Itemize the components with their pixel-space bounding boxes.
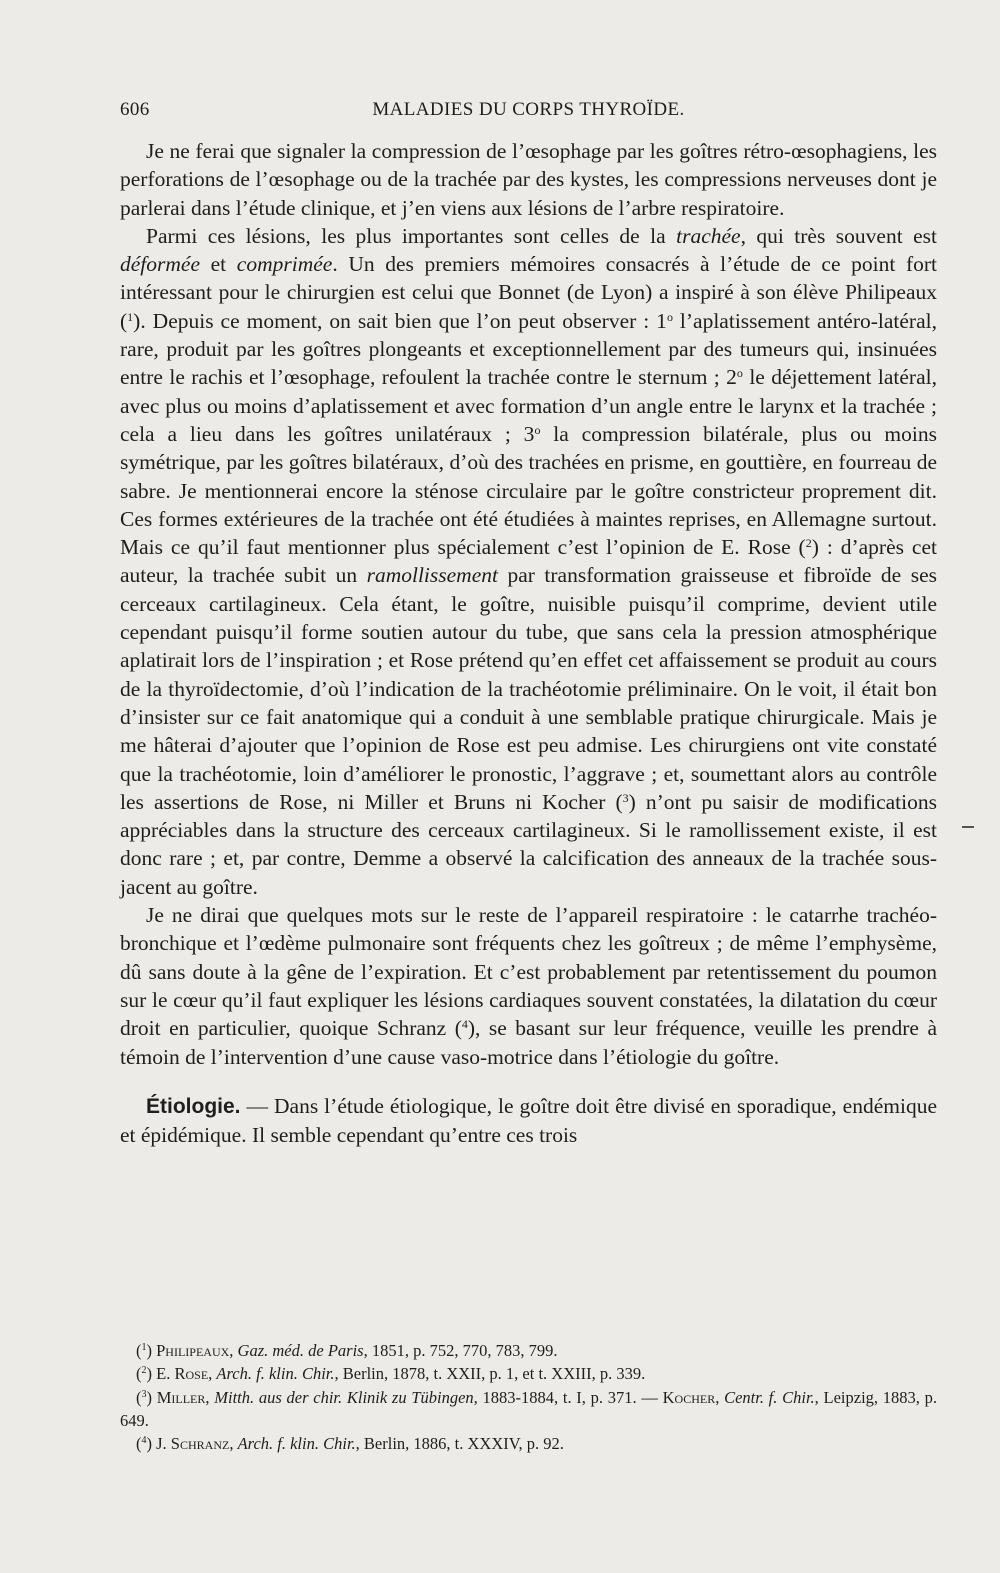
text-run: , [229,1341,238,1360]
footnote-3: ($^3$) Miller, Mitth. aus der chir. Klinik zu Tübingen, 1883-1884, t. I, p. 371. — Kocher, Centr. f. Chir., Leipzig, 1883, p. 649. [120,1387,938,1430]
page-number: 606 [120,99,150,120]
ordinal-mark: o [534,422,541,437]
footnote-source: Mitth. aus der chir. Klinik zu Tübingen [214,1387,474,1407]
section-heading: Étiologie. [146,1094,241,1118]
text-run: Je ne dirai que quelques mots sur le reste de l’appareil respiratoire : le catarrhe trachéo-bronchique et l’œdème pulmonaire sont fréquents chez les goîtreux ; de même l’emphysème, dû sans doute à la gêne de l’expiration. Et c’est probablement par retentissement du poumon sur le cœur qu’il faut expliquer les lésions cardiaques souvent constatées, la dilatation du cœur droit en particulier, quoique Schranz ( [120,903,937,1041]
italic-term: ramollissement [366,563,498,588]
text-run: le déjettement latéral, avec plus ou moins d’aplatissement et avec formation d’un angle entre le larynx et la trachée ; cela a lieu dans les goîtres unilatéraux ; 3 [120,365,937,446]
footnote-mark: 4 [141,1435,147,1447]
footnote-author: Kocher [662,1387,716,1407]
paragraph-respiratory [120,901,937,1071]
body-text [120,137,937,1149]
footnote-ref: 1 [127,309,134,324]
text-run: , qui très souvent est [740,223,937,248]
footnote-1: ($^1$) Philipeaux, Gaz. méd. de Paris, 1851, p. 752, 770, 783, 799. [136,1341,558,1360]
text-run: — Dans l’étude étiologique, le goître doit être divisé en sporadique, endémique et épidémique. Il semble cependant qu’entre ces trois [120,1093,937,1148]
text-run: , [229,1434,238,1454]
footnote-author: Philipeaux [156,1341,230,1360]
text-run: , [205,1387,215,1407]
footnote-2: ($^2$) E. Rose, Arch. f. klin. Chir., Berlin, 1878, t. XXII, p. 1, et t. XXIII, p. 339. [136,1364,646,1384]
footnote-source: Gaz. méd. de Paris [237,1341,364,1360]
paragraph-trachea [120,222,937,901]
text-run: l’aplatissement antéro-latéral, rare, produit par les goîtres plongeants et exceptionnellement par des tumeurs qui, insinuées entre le rachis et l’œsophage, refoulent la trachée contre le sternum ; 2 [120,308,937,390]
italic-term: trachée [676,223,741,248]
margin-mark [962,826,974,828]
footnotes [120,1339,937,1455]
text-run: E. [156,1364,175,1384]
text-run: ) : d’après cet auteur, la trachée subit un [120,535,937,588]
footnote-ref: 4 [461,1017,468,1032]
italic-term: comprimée [236,252,333,277]
text-run: , Berlin, 1878, t. XXII, p. 1, et t. XXIII, p. 339. [334,1364,646,1384]
ordinal-mark: o [736,366,743,381]
paragraph-esophagus: Je ne ferai que signaler la compression de l’œsophage par les goîtres rétro-œsophagiens, les perforations de l’œsophage ou de la trachée par des kystes, les compressions nerveuses dont je parlerai dans l’étude clinique, et j’en viens aux lésions de l’arbre respiratoire. [120,139,937,220]
footnote-4: ($^4$) J. Schranz, Arch. f. klin. Chir., Berlin, 1886, t. XXXIV, p. 92. [136,1434,564,1454]
footnote-author: Miller [156,1387,206,1407]
text-run: , 1851, p. 752, 770, 783, 799. [363,1341,558,1360]
footnote-author: Rose [174,1364,209,1384]
text-run: , Berlin, 1886, t. XXXIV, p. 92. [355,1434,564,1454]
text-run: ). Depuis ce moment, on sait bien que l’on peut observer : 1 [133,308,667,333]
footnote-ref: 2 [805,536,812,551]
text-run: , 1883-1884, t. I, p. 371. — [473,1387,663,1407]
footnote-ref: 3 [622,790,629,805]
footnote-source: Arch. f. klin. Chir. [216,1364,335,1384]
paragraph-etiology [120,1092,937,1150]
text-run: la compression bilatérale, plus ou moins symétrique, par les goîtres bilatéraux, d’où des trachées en prisme, en gouttière, en fourreau de sabre. Je mentionnerai encore la sténose circulaire par le goître constricteur proprement dit. Ces formes extérieures de la trachée ont été étudiées à maintes reprises, en Allemagne surtout. Mais ce qu’il faut mentionner plus spécialement c’est l’opinion de E. Rose ( [120,421,937,560]
text-run: , [208,1364,217,1384]
footnote-source: Centr. f. Chir. [724,1387,815,1407]
text-run: , Leipzig, 1883, p. 649. [120,1387,938,1430]
footnote-mark: 2 [141,1365,147,1377]
footnote-author: Schranz [170,1434,230,1454]
footnote-mark: 1 [141,1342,147,1353]
text-run: , [715,1387,725,1407]
footnote-mark: 3 [141,1388,147,1400]
text-run: et [200,252,237,277]
italic-term: déformée [120,252,200,277]
text-run: ) n’ont pu saisir de modifications appréciables dans la structure des cerceaux cartilagineux. Si le ramollissement existe, il est donc rare ; et, par contre, Demme a observé la calcification des anneaux de la trachée sous-jacent au goître. [120,789,937,899]
footnote-source: Arch. f. klin. Chir. [237,1434,356,1454]
text-run: par transformation graisseuse et fibroïde de ses cerceaux cartilagineux. Cela étant, le goître, nuisible puisqu’il comprime, devient utile cependant puisqu’il forme soutien autour du tube, que sans cela la pression atmosphérique aplatirait lors de l’inspiration ; et Rose prétend qu’en effet cet affaissement se produit au cours de la thyroïdectomie, d’où l’indication de la trachéotomie préliminaire. On le voit, il était bon d’insister sur ce fait anatomique qui a conduit à une semblable pratique chirurgicale. Mais je me hâterai d’ajouter que l’opinion de Rose est peu admise. Les chirurgiens ont vite constaté que la trachéotomie, loin d’améliorer le pronostic, l’aggrave ; et, soumettant alors au contrôle les assertions de Rose, ni Miller et Bruns ni Kocher ( [120,563,937,814]
text-run: Parmi ces lésions, les plus importantes sont celles de la [146,223,677,248]
running-title: MALADIES DU CORPS THYROÏDE. [372,99,685,120]
text-run: ), se basant sur leur fréquence, veuille les prendre à témoin de l’intervention d’une cause vaso-motrice dans l’étiologie du goître. [120,1016,937,1069]
text-run: J. [156,1434,171,1454]
text-run: . Un des premiers mémoires consacrés à l’étude de ce point fort intéressant pour le chirurgien est celui que Bonnet (de Lyon) a inspiré à son élève Philipeaux ( [120,252,937,333]
ordinal-mark: o [666,309,673,324]
